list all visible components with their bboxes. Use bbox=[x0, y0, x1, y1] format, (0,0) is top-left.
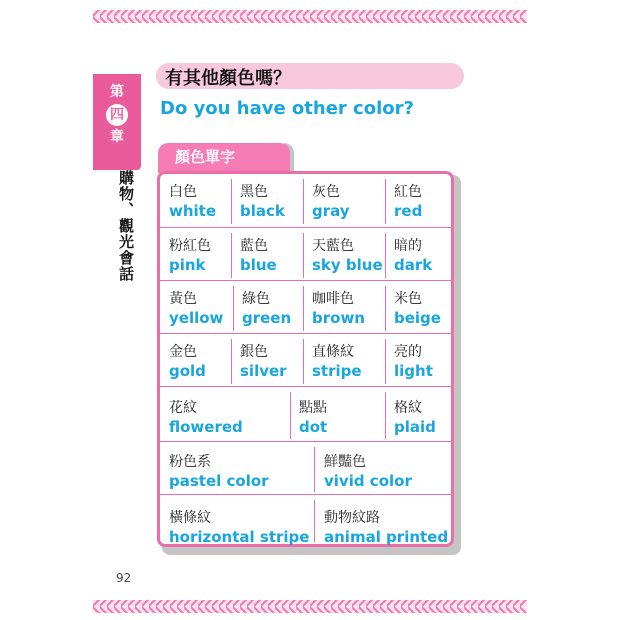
divider bbox=[385, 392, 386, 439]
vocab-en: gray bbox=[312, 202, 350, 220]
chapter-label-bottom: 章 bbox=[110, 129, 124, 145]
divider bbox=[290, 392, 291, 439]
chapter-number: 四 bbox=[106, 104, 128, 126]
table-row bbox=[160, 494, 451, 545]
vocab-en: flowered bbox=[169, 418, 243, 436]
table-row bbox=[160, 280, 451, 334]
table-row bbox=[160, 386, 451, 442]
vocab-en: pink bbox=[169, 256, 206, 274]
divider bbox=[233, 286, 234, 331]
bottom-decorative-border bbox=[93, 600, 527, 613]
vocab-zh: 綠色 bbox=[242, 291, 270, 307]
divider bbox=[314, 500, 315, 542]
vocab-zh: 橫條紋 bbox=[169, 510, 211, 526]
vocab-zh: 粉色系 bbox=[169, 454, 211, 470]
vocab-zh: 銀色 bbox=[240, 344, 268, 360]
vocab-en: light bbox=[394, 362, 433, 380]
divider bbox=[303, 339, 304, 384]
divider bbox=[231, 233, 232, 278]
vocab-en: silver bbox=[240, 362, 287, 380]
divider bbox=[385, 286, 386, 331]
section-title: 購物、觀光會話 bbox=[117, 170, 135, 282]
top-decorative-border bbox=[93, 10, 527, 23]
vocab-en: brown bbox=[312, 309, 365, 327]
vocab-en: beige bbox=[394, 309, 441, 327]
vocab-en: gold bbox=[169, 362, 206, 380]
divider bbox=[385, 179, 386, 224]
vocab-zh: 暗的 bbox=[394, 238, 422, 254]
vocab-en: yellow bbox=[169, 309, 224, 327]
divider bbox=[385, 339, 386, 384]
vocab-zh: 鮮豔色 bbox=[324, 454, 366, 470]
vocab-en: animal printed bbox=[324, 528, 449, 546]
divider bbox=[314, 447, 315, 492]
vocab-zh: 粉紅色 bbox=[169, 238, 211, 254]
divider bbox=[231, 179, 232, 224]
vocab-zh: 白色 bbox=[169, 184, 197, 200]
vocab-zh: 灰色 bbox=[312, 184, 340, 200]
vocab-zh: 動物紋路 bbox=[324, 510, 380, 526]
chapter-label-top: 第 bbox=[110, 84, 124, 100]
vocab-en: plaid bbox=[394, 418, 436, 436]
vocab-en: dark bbox=[394, 256, 433, 274]
table-row bbox=[160, 227, 451, 281]
vocab-en: black bbox=[240, 202, 285, 220]
chapter-tab bbox=[93, 74, 141, 170]
vocab-zh: 天藍色 bbox=[312, 238, 354, 254]
vocab-zh: 藍色 bbox=[240, 238, 268, 254]
vocab-zh: 直條紋 bbox=[312, 344, 354, 360]
vocab-en: vivid color bbox=[324, 472, 412, 490]
vocab-zh: 點點 bbox=[299, 400, 327, 416]
vocab-en: stripe bbox=[312, 362, 362, 380]
vocab-table bbox=[157, 171, 454, 547]
divider bbox=[303, 233, 304, 278]
divider bbox=[385, 233, 386, 278]
question-en: Do you have other color? bbox=[160, 98, 414, 119]
divider bbox=[231, 339, 232, 384]
divider bbox=[303, 179, 304, 224]
vocab-en: horizontal stripe bbox=[169, 528, 310, 546]
question-zh: 有其他顏色嗎？ bbox=[165, 68, 291, 89]
table-row bbox=[160, 333, 451, 387]
vocab-en: blue bbox=[240, 256, 277, 274]
vocab-en: dot bbox=[299, 418, 328, 436]
vocab-title: 顏色單字 bbox=[175, 148, 236, 166]
vocab-en: green bbox=[242, 309, 292, 327]
divider bbox=[303, 286, 304, 331]
vocab-zh: 紅色 bbox=[394, 184, 422, 200]
vocab-en: white bbox=[169, 202, 217, 220]
vocab-zh: 黃色 bbox=[169, 291, 197, 307]
vocab-zh: 咖啡色 bbox=[312, 291, 354, 307]
vocab-en: sky blue bbox=[312, 256, 383, 274]
vocab-zh: 格紋 bbox=[394, 400, 422, 416]
vocab-zh: 花紋 bbox=[169, 400, 197, 416]
vocab-en: red bbox=[394, 202, 423, 220]
table-row bbox=[160, 441, 451, 495]
vocab-zh: 亮的 bbox=[394, 344, 422, 360]
table-row bbox=[160, 174, 451, 227]
vocab-zh: 米色 bbox=[394, 291, 422, 307]
vocab-en: pastel color bbox=[169, 472, 269, 490]
page-number: 92 bbox=[116, 571, 132, 585]
vocab-zh: 黑色 bbox=[240, 184, 268, 200]
vocab-zh: 金色 bbox=[169, 344, 197, 360]
